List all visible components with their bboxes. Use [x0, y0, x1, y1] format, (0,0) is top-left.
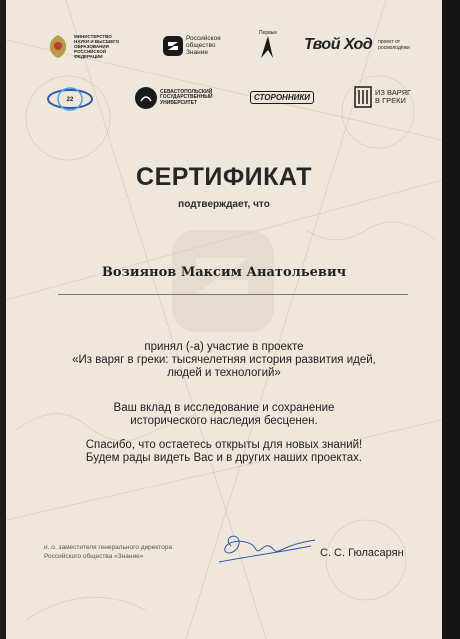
pervye-label: Первые	[259, 30, 278, 36]
tvoy-hod-note: проект от росмолодёжи	[378, 39, 410, 51]
certificate-subtitle: подтверждает, что	[178, 199, 270, 210]
ministry-logo-text: МИНИСТЕРСТВО НАУКИ И ВЫСШЕГО ОБРАЗОВАНИЯ РОССИЙСКОЙ ФЕДЕРАЦИИ	[74, 33, 120, 59]
project-title-line-1: «Из варяг в греки: тысячелетняя история развития идей,	[72, 354, 376, 366]
thanks-line-1: Спасибо, что остаетесь открыты для новых знаний!	[85, 439, 363, 451]
conference-icon	[46, 86, 94, 112]
emblem-icon	[46, 33, 70, 59]
sevgu-logo	[135, 87, 216, 109]
tvoy-hod-text: Твой Ход	[304, 36, 373, 53]
sevgu-text: СЕВАСТОПОЛЬСКИЙ ГОСУДАРСТВЕННЫЙ УНИВЕРСИТЕТ	[160, 88, 213, 106]
iz-varyag-logo	[354, 86, 415, 108]
handwritten-signature	[211, 526, 321, 566]
page-edge	[442, 0, 460, 639]
pervye-logo	[259, 30, 277, 58]
znanie-icon	[163, 36, 183, 56]
signatory-role-line-2: Российского общества «Знание»	[44, 553, 144, 560]
signatory-name: С. С. Гюласарян	[320, 547, 404, 559]
thanks-line-2: Будем рады видеть Вас и в других наших проектах.	[85, 452, 363, 464]
contribution-line-2: исторического наследия бесценен.	[130, 415, 318, 427]
storonniki-text: СТОРОННИКИ	[250, 91, 314, 104]
signatory-role-line-1: и. о. заместителя генерального директора	[44, 544, 173, 551]
iz-varyag-text: ИЗ ВАРЯГ В ГРЕКИ	[375, 88, 412, 105]
participation-text: принял (-а) участие в проекте	[144, 341, 304, 353]
ministry-logo	[46, 33, 126, 59]
sevgu-icon	[135, 87, 157, 109]
tvoy-hod-logo	[304, 36, 420, 54]
storonniki-logo	[250, 91, 314, 104]
recipient-underline	[58, 294, 408, 295]
svg-text:22: 22	[66, 97, 74, 103]
znanie-logo-text: Российское общество Знание	[186, 35, 221, 56]
contribution-line-1: Ваш вклад в исследование и сохранение	[113, 402, 335, 414]
znanie-logo	[163, 35, 228, 56]
project-title-line-2: людей и технологий»	[167, 367, 281, 379]
certificate-title: СЕРТИФИКАТ	[136, 163, 312, 191]
certificate-sheet	[6, 0, 442, 639]
pervye-icon	[259, 36, 275, 58]
iz-varyag-icon	[354, 86, 372, 108]
conference-logo	[46, 86, 94, 112]
signatory-role	[44, 543, 172, 561]
recipient-name: Возиянов Максим Анатольевич	[101, 265, 347, 280]
